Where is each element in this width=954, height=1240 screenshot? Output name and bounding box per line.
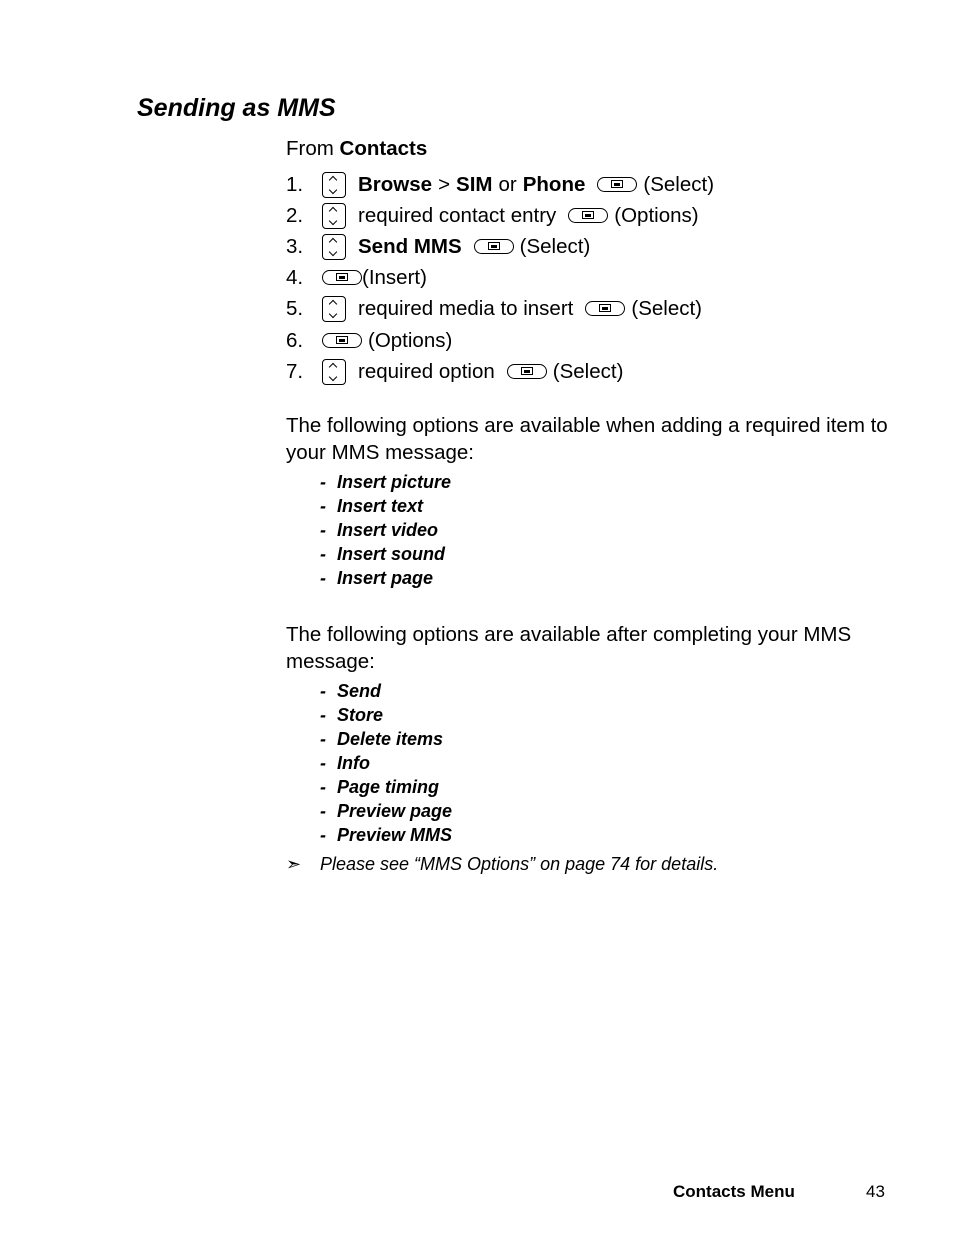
list-item: - Send: [320, 681, 382, 701]
select-key-icon: [597, 177, 637, 192]
step-text: >: [438, 172, 451, 196]
step-number: 2.: [286, 203, 304, 227]
step-number: 3.: [286, 234, 304, 258]
arrow-icon: ➣: [286, 854, 302, 874]
list-item: - Insert video: [320, 520, 439, 540]
adding-options-intro: The following options are available when adding a required item to your MMS message:: [286, 414, 888, 464]
from-target: Contacts: [339, 137, 428, 160]
step-2: [286, 200, 699, 231]
step-number: 6.: [286, 328, 304, 352]
select-key-icon: [322, 270, 362, 285]
step-text: Phone: [522, 172, 586, 196]
list-item: - Insert page: [320, 568, 434, 588]
step-text: required option: [358, 359, 495, 383]
select-key-icon: [322, 333, 362, 348]
navigation-key-icon: [322, 203, 346, 229]
step-text: (Select): [519, 234, 591, 258]
step-text: (Options): [368, 328, 453, 352]
step-number: 7.: [286, 359, 304, 383]
step-text: (Insert): [362, 265, 427, 289]
page-number: 43: [866, 1182, 885, 1201]
list-item: - Page timing: [320, 777, 440, 797]
step-text: (Options): [614, 203, 699, 227]
reference-note: [286, 854, 718, 875]
step-text: SIM: [456, 172, 493, 196]
select-key-icon: [507, 364, 547, 379]
step-text: or: [498, 172, 517, 196]
navigation-key-icon: [322, 172, 346, 198]
navigation-key-icon: [322, 234, 346, 260]
step-5: [286, 293, 702, 324]
step-text: Send MMS: [358, 234, 462, 258]
list-item: - Store: [320, 705, 384, 725]
select-key-icon: [585, 301, 625, 316]
note-text: Please see “MMS Options” on page 74 for details.: [320, 854, 719, 874]
list-item: - Info: [320, 753, 370, 773]
step-text: (Select): [643, 172, 715, 196]
step-text: (Select): [552, 359, 624, 383]
step-text: Browse: [358, 172, 433, 196]
step-3: [286, 231, 590, 262]
step-text: required contact entry: [358, 203, 557, 227]
step-7: [286, 356, 623, 387]
list-item: - Insert sound: [320, 544, 446, 564]
list-item: - Insert text: [320, 496, 424, 516]
step-number: 5.: [286, 296, 304, 320]
after-options-intro: The following options are available after completing your MMS message:: [286, 623, 852, 673]
step-4: [286, 262, 427, 293]
footer-section-label: Contacts Menu: [673, 1182, 795, 1201]
step-text: required media to insert: [358, 296, 574, 320]
navigation-key-icon: [322, 296, 346, 322]
navigation-key-icon: [322, 359, 346, 385]
select-key-icon: [474, 239, 514, 254]
select-key-icon: [568, 208, 608, 223]
step-6: [286, 325, 452, 356]
list-item: - Preview MMS: [320, 825, 453, 845]
step-number: 1.: [286, 172, 304, 196]
from-line: [286, 137, 427, 161]
list-item: - Preview page: [320, 801, 453, 821]
from-prefix: From: [286, 137, 334, 160]
list-item: - Insert picture: [320, 472, 452, 492]
step-number: 4.: [286, 265, 304, 289]
step-text: (Select): [631, 296, 703, 320]
list-item: - Delete items: [320, 729, 444, 749]
page-title: Sending as MMS: [137, 94, 336, 122]
step-1: [286, 169, 714, 200]
